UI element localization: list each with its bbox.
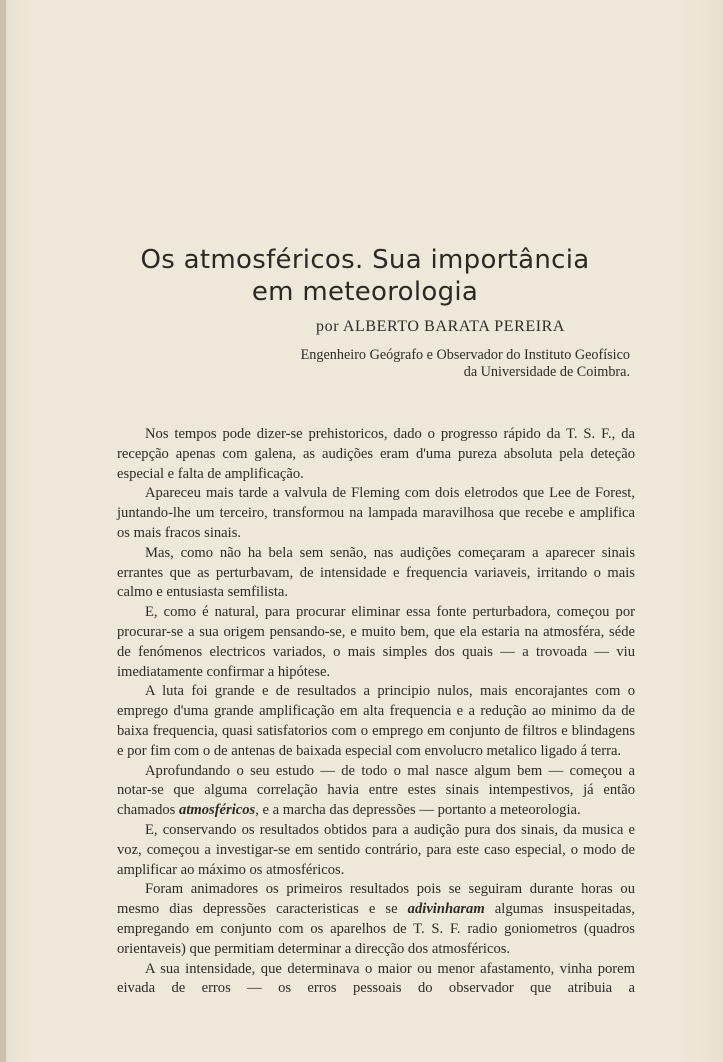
paragraph-5: A luta foi grande e de resultados a principio nulos, mais encorajantes com o emprego d'uma grande amplificação em alta frequencia e a redução ao minimo da de baixa frequencia, quasi satisfatorios com o emprego em conjunto de filtros e blindagens e por fim com o de antenas de baixada especial com envolucro metalico ligado á terra. bbox=[117, 683, 635, 759]
paragraph-1: Nos tempos pode dizer-se prehistoricos, dado o progresso rápido da T. S. F., da recepção apenas com galena, as audições eram d'uma pureza absoluta pela deteção especial e falta de amplificação. bbox=[117, 426, 635, 482]
affiliation-line-2: da Universidade de Coimbra. bbox=[463, 364, 630, 380]
paragraph-2: Apareceu mais tarde a valvula de Fleming com dois eletrodos que Lee de Forest, juntando-lhe um terceiro, transformou na lampada maravilhosa que recebe e amplifica os mais fracos sinais. bbox=[117, 485, 635, 541]
paragraph-8-text-b: algumas insuspeitadas, empregando em conjunto com os aparelhos de T. S. F. radio goniometros (quadros orientaveis) que permitiam determinar a direcção dos atmosféricos. bbox=[117, 901, 635, 957]
title-line-1: Os atmosféricos. Sua importância bbox=[140, 245, 590, 275]
author-byline: por ALBERTO BARATA PEREIRA bbox=[316, 318, 566, 335]
term-adivinharam: adivinharam bbox=[407, 901, 485, 918]
affiliation-line-1: Engenheiro Geógrafo e Observador do Instituto Geofísico bbox=[300, 347, 630, 363]
paragraph-8-text-a: Foram animadores os primeiros resultados pois se seguiram durante horas ou mesmo dias depressões caracteristicas e se bbox=[117, 881, 635, 918]
paragraph-6 bbox=[117, 762, 635, 821]
paragraph-8 bbox=[117, 880, 635, 959]
paragraph-7: E, conservando os resultados obtidos para a audição pura dos sinais, da musica e voz, começou a investigar-se em sentido contrário, para este caso especial, o modo de amplificar ao máximo os atmosféricos. bbox=[117, 821, 635, 878]
article-title bbox=[60, 244, 670, 308]
paragraph-4: E, como é natural, para procurar eliminar essa fonte perturbadora, começou por procurar-se a sua origem pensando-se, e muito bem, que ela estaria na atmosféra, séde de fenómenos electricos variados, o mais simples dos quais — a trovoada — viu imediatamente confirmar a hipótese. bbox=[117, 604, 635, 680]
paragraph-6-text-a: Aprofundando o seu estudo — de todo o mal nasce algum bem — começou a notar-se que alguma correlação havia entre estes sinais intempestivos, já então chamados bbox=[117, 762, 635, 819]
term-atmosfericos: atmosféricos bbox=[179, 802, 256, 819]
title-line-2: em meteorologia bbox=[251, 277, 479, 307]
paragraph-3: Mas, como não ha bela sem senão, nas audições começaram a aparecer sinais errantes que as perturbavam, de intensidade e frequencia variaveis, irritando o mais calmo e entusiasta semfilista. bbox=[117, 544, 635, 601]
book-spine-shadow bbox=[0, 0, 6, 1062]
paragraph-9: A sua intensidade, que determinava o maior ou menor afastamento, vinha porem eivada de erros — os erros pessoais do observador que atribuia a bbox=[117, 960, 635, 997]
article-body bbox=[117, 425, 635, 999]
author-affiliation bbox=[200, 347, 630, 381]
paragraph-6-text-b: , e a marcha das depressões — portanto a meteorologia. bbox=[255, 802, 581, 819]
